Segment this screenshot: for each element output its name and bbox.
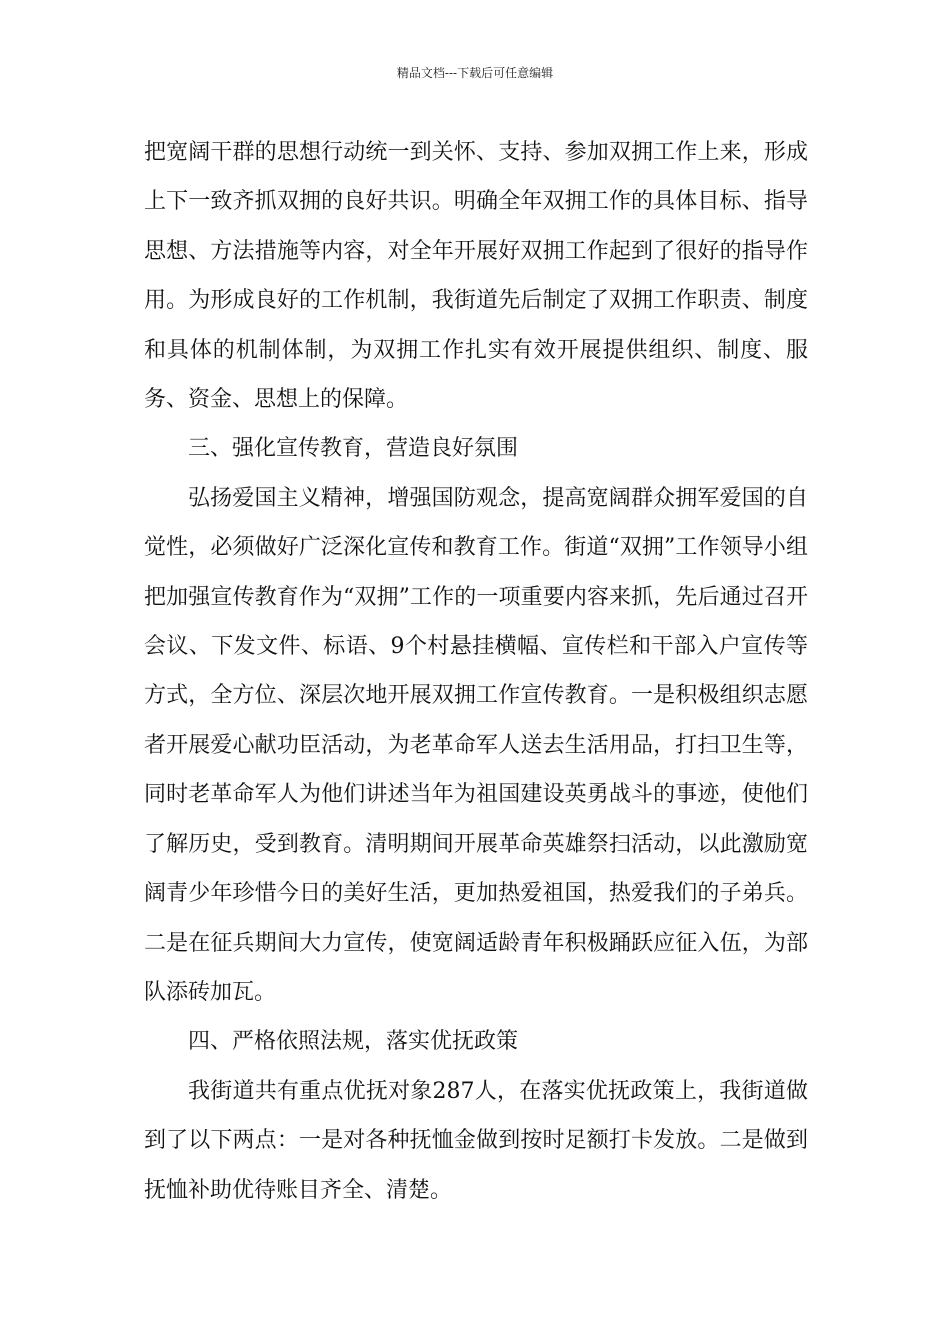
page-header: 精品文档---下载后可任意编辑	[396, 66, 554, 80]
paragraph-publicity: 弘扬爱国主义精神，增强国防观念，提高宽阔群众拥军爱国的自觉性，必须做好广泛深化宣传和教育工作。街道“双拥”工作领导小组把加强宣传教育作为“双拥”工作的一项重要内容来抓，先后通过召开会议、下发文件、标语、9个村悬挂横幅、宣传栏和干部入户宣传等方式，全方位、深层次地开展双拥工作宣传教育。一是积极组织志愿者开展爱心献功臣活动，为老革命军人送去生活用品，打扫卫生等，同时老革命军人为他们讲述当年为祖国建设英勇战斗的事迹，使他们了解历史，受到教育。清明期间开展革命英雄祭扫活动，以此激励宽阔青少年珍惜今日的美好生活，更加热爱祖国，热爱我们的子弟兵。二是在征兵期间大力宣传，使宽阔适龄青年积极踊跃应征入伍，为部队添砖加瓦。	[144, 485, 808, 1005]
section-heading-4: 四、严格依照法规，落实优抚政策	[188, 1029, 519, 1055]
paragraph-continuation: 把宽阔干群的思想行动统一到关怀、支持、参加双拥工作上来，形成上下一致齐抓双拥的良好共识。明确全年双拥工作的具体目标、指导思想、方法措施等内容，对全年开展好双拥工作起到了很好的指导作用。为形成良好的工作机制，我街道先后制定了双拥工作职责、制度和具体的机制体制，为双拥工作扎实有效开展提供组织、制度、服务、资金、思想上的保障。	[144, 140, 808, 413]
section-heading-3: 三、强化宣传教育，营造良好氛围	[188, 436, 519, 462]
paragraph-policy: 我街道共有重点优抚对象287人，在落实优抚政策上，我街道做到了以下两点：一是对各种抚恤金做到按时足额打卡发放。二是做到抚恤补助优待账目齐全、清楚。	[144, 1078, 808, 1203]
document-body	[144, 128, 808, 1215]
